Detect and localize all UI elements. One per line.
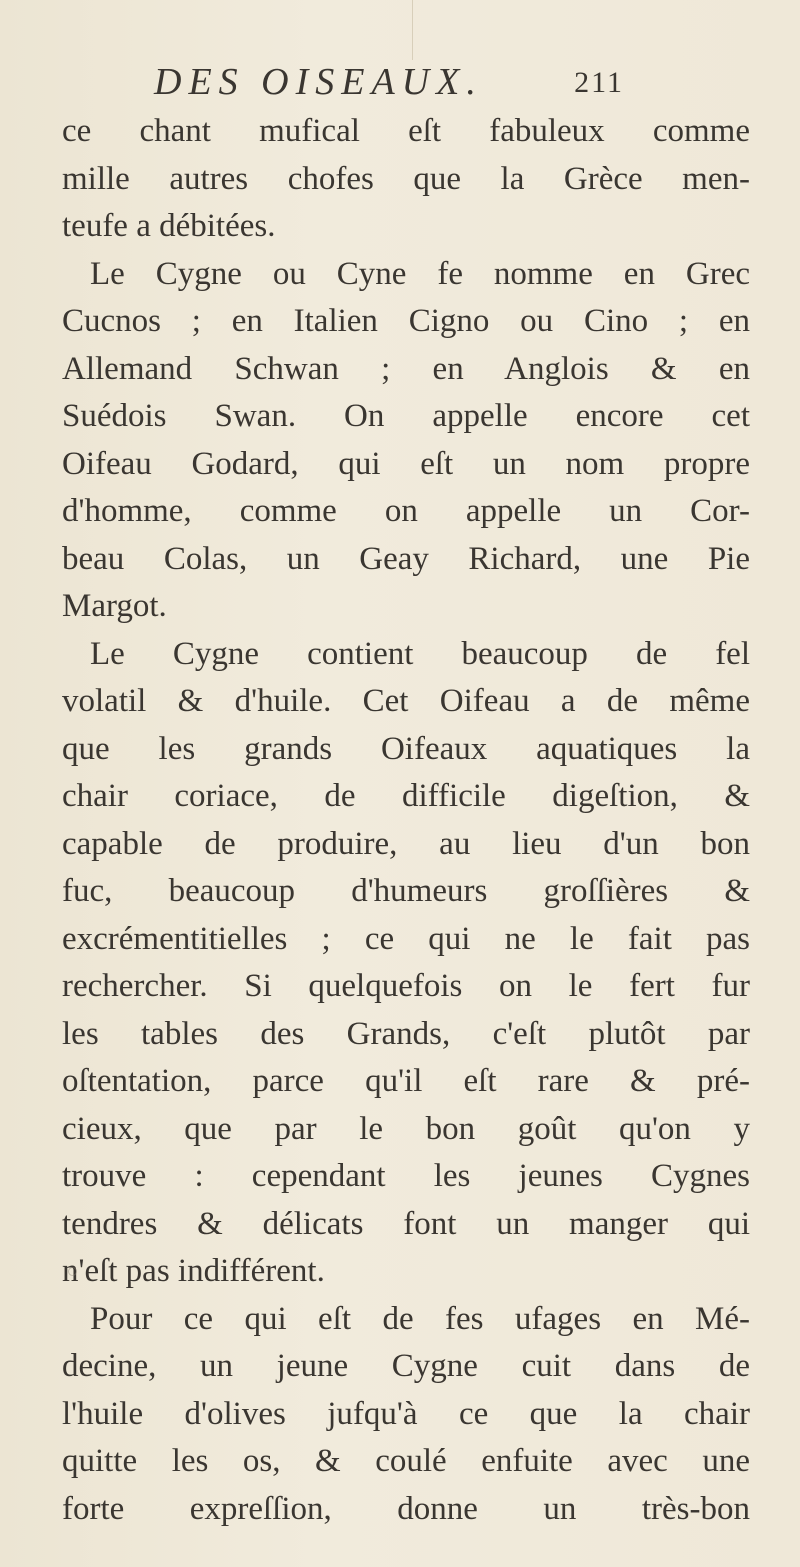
text-line: que les grands Oifeaux aquatiques la: [62, 730, 750, 767]
text-line: Oifeau Godard, qui eſt un nom propre: [62, 445, 750, 482]
paper-blemish: [68, 1267, 77, 1276]
text-line: Allemand Schwan ; en Anglois & en: [62, 350, 750, 387]
text-line: fuc, beaucoup d'humeurs groſſières &: [62, 873, 750, 909]
text-line: volatil & d'huile. Cet Oifeau a de même: [62, 683, 750, 719]
paragraph-start-line: Le Cygne contient beaucoup de fel: [90, 635, 750, 672]
text-line: excrémentitielles ; ce qui ne le fait pas: [62, 920, 750, 957]
body-text: [62, 108, 750, 1533]
paragraph-start-line: Le Cygne ou Cyne fe nomme en Grec: [90, 255, 750, 292]
text-line: tendres & délicats font un manger qui: [62, 1205, 750, 1242]
text-line: n'eſt pas indifférent.: [62, 1253, 325, 1289]
running-head: DES OISEAUX.: [154, 61, 483, 103]
text-line: mille autres chofes que la Grèce men-: [62, 160, 750, 197]
text-line: oſtentation, parce qu'il eſt rare & pré-: [62, 1063, 750, 1099]
text-line: capable de produire, au lieu d'un bon: [62, 825, 750, 862]
text-line: forte expreſſion, donne un très-bon: [62, 1490, 750, 1527]
text-line: decine, un jeune Cygne cuit dans de: [62, 1348, 750, 1384]
text-line: chair coriace, de difficile digeſtion, &: [62, 778, 750, 814]
text-line: d'homme, comme on appelle un Cor-: [62, 493, 750, 529]
text-line: rechercher. Si quelquefois on le fert fur: [62, 968, 750, 1004]
text-line: l'huile d'olives jufqu'à ce que la chair: [62, 1395, 750, 1432]
page-header: [154, 60, 624, 112]
text-line: trouve : cependant les jeunes Cygnes: [62, 1158, 750, 1194]
text-line: quitte les os, & coulé enfuite avec une: [62, 1443, 750, 1479]
text-line: ce chant mufical eſt fabuleux comme: [62, 113, 750, 149]
text-line: cieux, que par le bon goût qu'on y: [62, 1110, 750, 1147]
page-crease: [412, 0, 413, 60]
text-line: Cucnos ; en Italien Cigno ou Cino ; en: [62, 303, 750, 339]
text-line: beau Colas, un Geay Richard, une Pie: [62, 540, 750, 577]
text-line: Suédois Swan. On appelle encore cet: [62, 398, 750, 434]
text-line: les tables des Grands, c'eſt plutôt par: [62, 1015, 750, 1052]
paragraph-start-line: Pour ce qui eſt de fes ufages en Mé-: [90, 1300, 750, 1337]
page-number: 211: [574, 66, 624, 99]
text-line: Margot.: [62, 588, 167, 624]
text-line: teufe a débitées.: [62, 208, 276, 244]
